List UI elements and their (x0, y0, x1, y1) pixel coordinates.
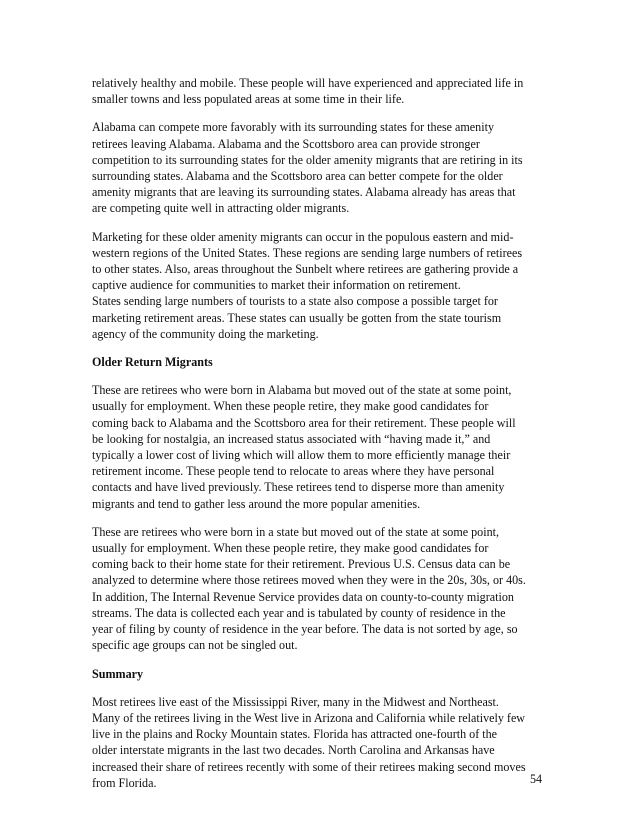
paragraph-return-alabama (92, 382, 552, 512)
text-line: western regions of the United States. These regions are sending large numbers of retirees (92, 245, 523, 260)
text-line: These are retirees who were born in a state but moved out of the state at some point, (92, 524, 500, 539)
page-number: 54 (530, 772, 543, 786)
text-line: analyzed to determine where those retirees moved when they were in the 20s, 30s, or 40s. (92, 573, 526, 588)
text-line: Marketing for these older amenity migrants can occur in the populous eastern and mid- (92, 229, 514, 244)
text-line: coming back to their home state for their retirement. Previous U.S. Census data can be (92, 557, 511, 572)
text-line: relatively healthy and mobile. These people will have experienced and appreciated life in (92, 76, 524, 90)
text-line: States sending large numbers of tourists to a state also compose a possible target for (92, 294, 498, 309)
text-line: In addition, The Internal Revenue Service provides data on county-to-county migration (92, 589, 514, 604)
text-line: migrants and tend to gather less around the more popular amenities. (92, 496, 421, 511)
text-line: agency of the community doing the marketing. (92, 326, 319, 341)
text-line: competition to its surrounding states for the older amenity migrants that are retiring in its (92, 152, 523, 167)
text-line: retirees leaving Alabama. Alabama and the Scottsboro area can provide stronger (92, 136, 480, 151)
text-line: usually for employment. When these people retire, they make good candidates for (92, 541, 489, 556)
text-line: smaller towns and less populated areas at some time in their life. (92, 92, 405, 107)
paragraph-continued-intro (92, 75, 552, 107)
text-line: usually for employment. When these people retire, they make good candidates for (92, 399, 489, 414)
text-line: These are retirees who were born in Alabama but moved out of the state at some point, (92, 383, 512, 398)
text-line: amenity migrants that are leaving its surrounding states. Alabama already has areas that (92, 185, 516, 200)
text-line: increased their share of retirees recently with some of their retirees making second moves (92, 759, 526, 774)
text-line: Alabama can compete more favorably with its surrounding states for these amenity (92, 120, 494, 135)
text-line: surrounding states. Alabama and the Scottsboro area can better compete for the older (92, 169, 503, 184)
section-heading-older-return-migrants: Older Return Migrants (92, 355, 213, 370)
text-line: coming back to Alabama and the Scottsboro area for their retirement. These people will (92, 415, 516, 430)
text-line: older interstate migrants in the last two decades. North Carolina and Arkansas have (92, 743, 495, 758)
text-line: Many of the retirees living in the West live in Arizona and California while relatively few (92, 710, 526, 725)
text-line: Most retirees live east of the Mississippi River, many in the Midwest and Northeast. (92, 694, 499, 709)
paragraph-alabama-compete (92, 119, 552, 216)
text-line: from Florida. (92, 775, 157, 790)
text-line: marketing retirement areas. These states can usually be gotten from the state tourism (92, 310, 502, 325)
text-line: typically a lower cost of living which will allow them to more efficiently manage their (92, 448, 511, 463)
text-line: streams. The data is collected each year and is tabulated by county of residence in the (92, 605, 506, 620)
text-line: be looking for nostalgia, an increased status associated with “having made it,” and (92, 431, 491, 446)
text-line: specific age groups can not be singled out. (92, 638, 298, 653)
text-line: year of filing by county of residence in the year before. The data is not sorted by age, so (92, 622, 518, 637)
paragraph-marketing (92, 229, 552, 342)
page-body (92, 75, 552, 803)
text-line: captive audience for communities to market their information on retirement. (92, 278, 461, 293)
paragraph-return-home-state (92, 524, 552, 654)
text-line: live in the plains and Rocky Mountain states. Florida has attracted one-fourth of the (92, 727, 498, 742)
section-heading-summary: Summary (92, 666, 144, 681)
text-line: are competing quite well in attracting older migrants. (92, 201, 350, 216)
text-line: retirement income. These people tend to relocate to areas where they have personal (92, 464, 495, 479)
paragraph-summary (92, 694, 552, 791)
text-line: to other states. Also, areas throughout the Sunbelt where retirees are gathering provide a (92, 262, 519, 277)
text-line: contacts and have lived previously. These retirees tend to disperse more than amenity (92, 480, 505, 495)
